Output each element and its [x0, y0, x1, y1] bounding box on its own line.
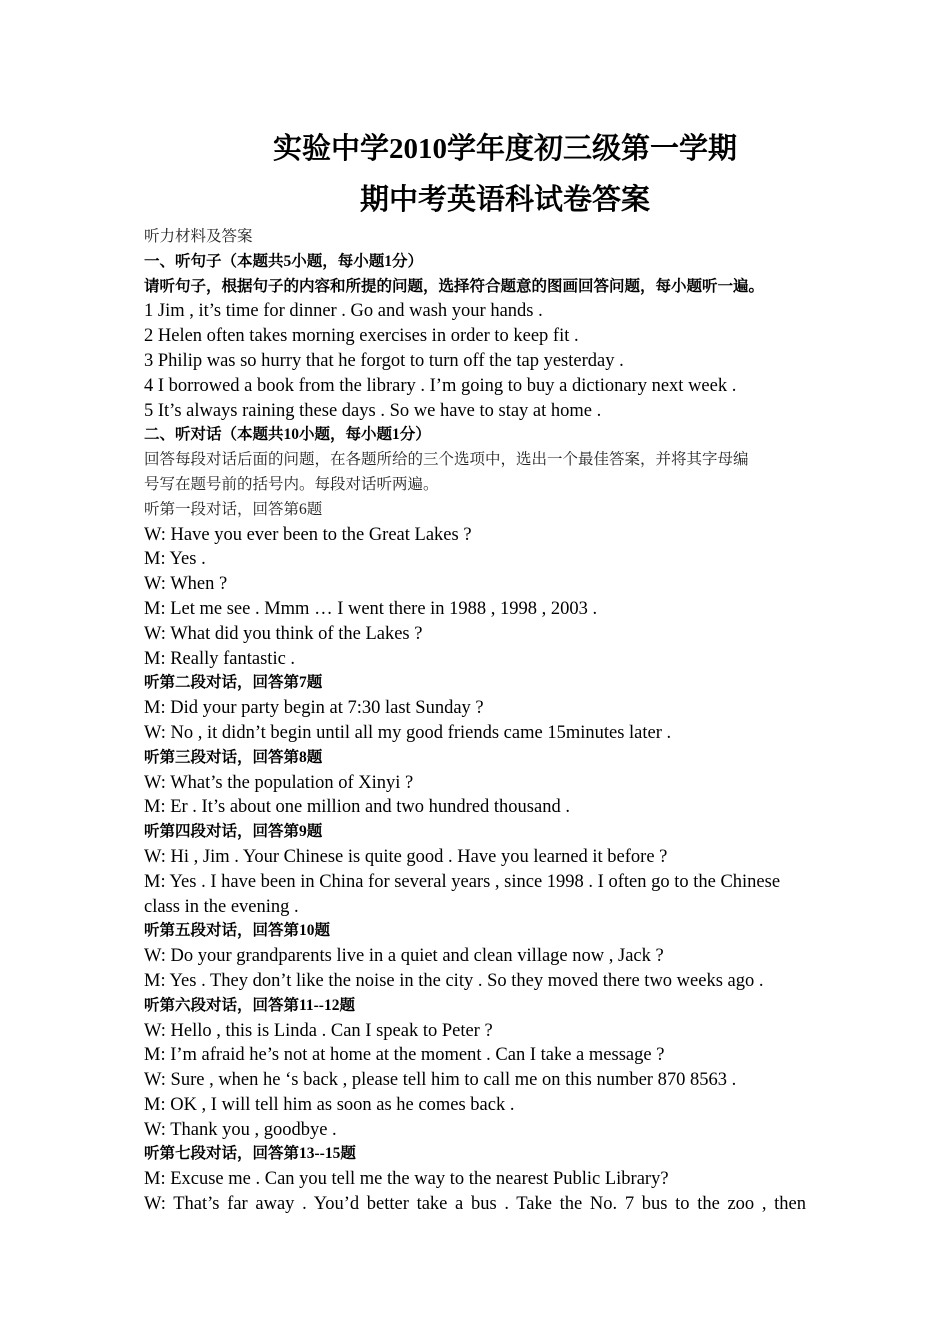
text-line: W: Sure , when he ‘s back , please tell him to call me on this number 870 8563 .: [144, 1070, 737, 1091]
text-line: 5 It’s always raining these days . So we have to stay at home .: [144, 400, 602, 421]
text-line: W: No , it didn’t begin until all my good friends came 15minutes later .: [144, 722, 672, 743]
text-line: M: OK , I will tell him as soon as he comes back .: [144, 1094, 515, 1115]
text-line: 2 Helen often takes morning exercises in order to keep fit .: [144, 326, 579, 347]
text-line: M: Let me see . Mmm … I went there in 1988 , 1998 , 2003 .: [144, 598, 598, 619]
text-line: W: What did you think of the Lakes ?: [144, 623, 423, 644]
text-line: 听第三段对话，回答第8题: [144, 748, 323, 766]
text-line: 听第六段对话，回答第11--12题: [144, 996, 355, 1014]
text-line: 3 Philip was so hurry that he forgot to turn off the tap yesterday .: [144, 350, 624, 371]
text-line: M: Yes . They don’t like the noise in the city . So they moved there two weeks ago .: [144, 970, 764, 991]
text-line: 二、听对话（本题共10小题，每小题1分）: [144, 426, 431, 444]
text-line: 回答每段对话后面的问题，在各题所给的三个选项中，选出一个最佳答案，并将其字母编: [144, 451, 749, 469]
text-line: 一、听句子（本题共5小题，每小题1分）: [144, 252, 424, 270]
text-line: M: Excuse me . Can you tell me the way to the nearest Public Library?: [144, 1169, 669, 1190]
document-title-line-2: 期中考英语科试卷答案: [359, 184, 650, 216]
document-title-line-1: 实验中学2010学年度初三级第一学期: [272, 133, 737, 165]
text-line: 听第五段对话，回答第10题: [144, 922, 331, 940]
text-line: M: Yes . I have been in China for several years , since 1998 . I often go to the Chinese: [144, 871, 781, 892]
text-line: W: When ?: [144, 574, 228, 595]
text-line: 听第七段对话，回答第13--15题: [144, 1145, 356, 1163]
text-line: 4 I borrowed a book from the library . I’m going to buy a dictionary next week .: [144, 375, 737, 396]
text-line: W: That’s far away . You’d better take a bus . Take the No. 7 bus to the zoo , then: [144, 1194, 806, 1215]
text-line: M: Did your party begin at 7:30 last Sunday ?: [144, 698, 484, 719]
text-line: W: Have you ever been to the Great Lakes ?: [144, 524, 472, 545]
text-line: M: Er . It’s about one million and two hundred thousand .: [144, 797, 570, 818]
text-line: W: What’s the population of Xinyi ?: [144, 772, 414, 793]
text-line: 听第四段对话，回答第9题: [144, 823, 323, 841]
text-line: W: Thank you , goodbye .: [144, 1119, 337, 1140]
text-line: W: Hello , this is Linda . Can I speak to Peter ?: [144, 1020, 493, 1041]
text-line: M: Really fantastic .: [144, 648, 296, 669]
document-body: [144, 225, 806, 1217]
text-line: M: I’m afraid he’s not at home at the moment . Can I take a message ?: [144, 1045, 665, 1066]
text-line: M: Yes .: [144, 549, 206, 570]
text-line: W: Hi , Jim . Your Chinese is quite good . Have you learned it before ?: [144, 846, 668, 867]
text-line: class in the evening .: [144, 896, 299, 917]
text-line: 1 Jim , it’s time for dinner . Go and wash your hands .: [144, 301, 543, 322]
text-line: 听第一段对话，回答第6题: [144, 500, 323, 518]
text-line: 请听句子，根据句子的内容和所提的问题，选择符合题意的图画回答问题，每小题听一遍。: [144, 277, 765, 295]
text-line: 号写在题号前的括号内。每段对话听两遍。: [144, 475, 439, 493]
text-line: 听第二段对话，回答第7题: [144, 674, 323, 692]
text-line: W: Do your grandparents live in a quiet and clean village now , Jack ?: [144, 946, 664, 967]
text-line: 听力材料及答案: [144, 228, 253, 245]
